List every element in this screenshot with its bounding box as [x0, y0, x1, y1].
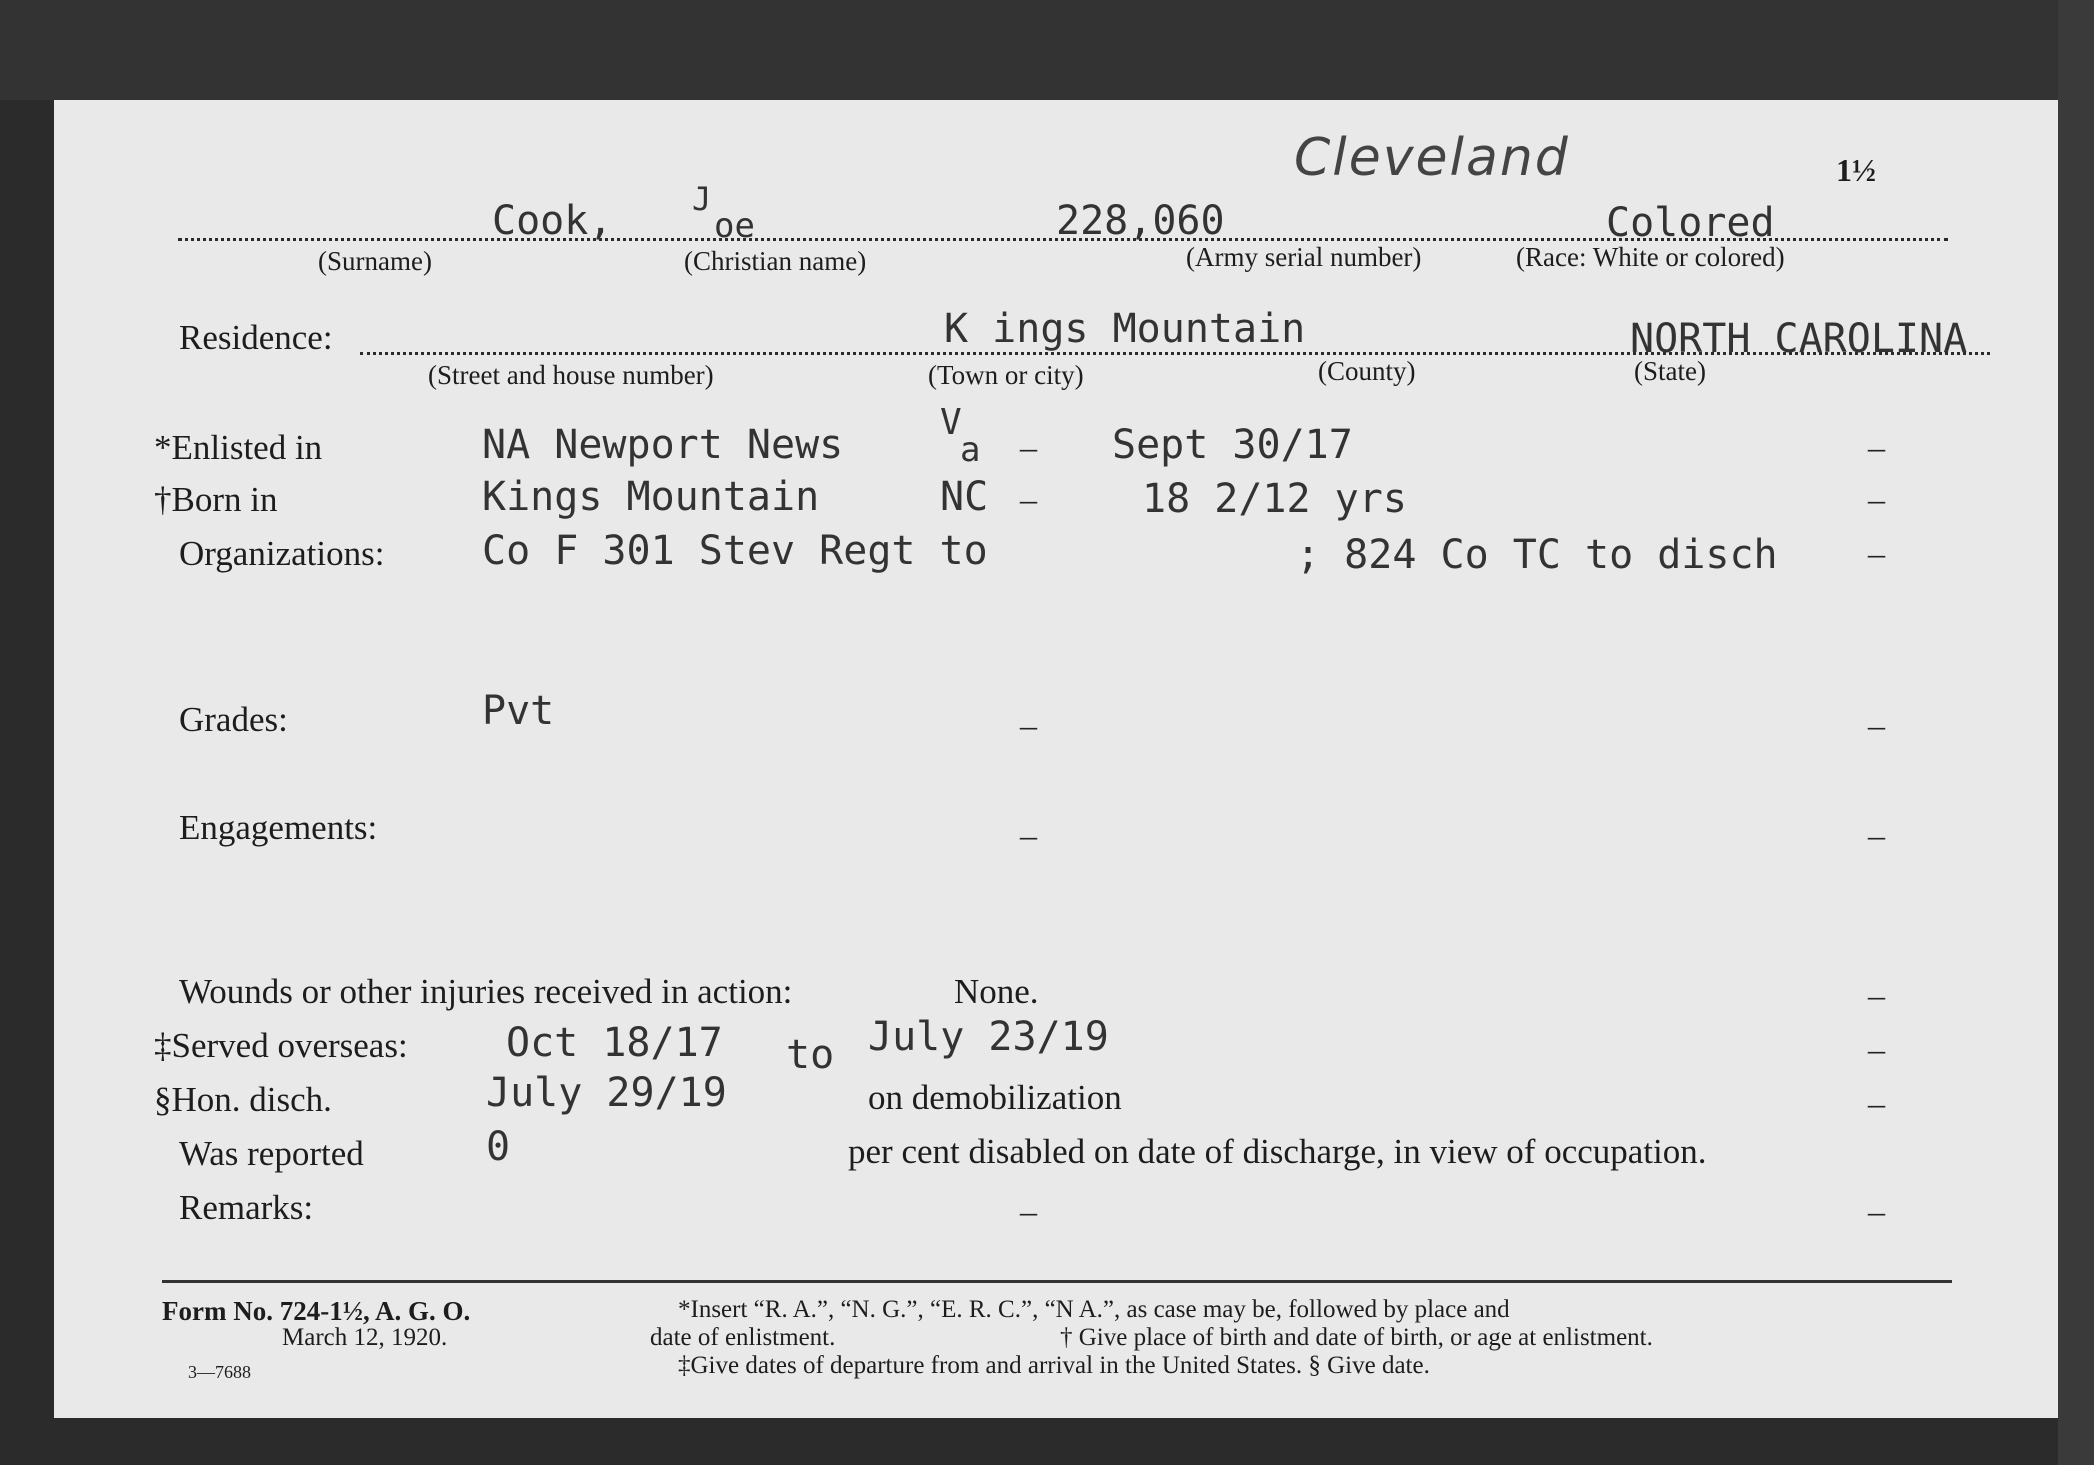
born-place-value: Kings Mountain: [482, 474, 820, 520]
surname-label: (Surname): [318, 246, 432, 276]
wounds-value: None.: [954, 972, 1039, 1011]
footnote-line-1: *Insert “R. A.”, “N. G.”, “E. R. C.”, “N A.”, as case may be, followed by place and: [678, 1296, 1510, 1323]
dash-mark: _: [1868, 1182, 1885, 1219]
dash-mark: _: [1868, 418, 1885, 455]
wounds-label: Wounds or other injuries received in action:: [179, 972, 793, 1011]
dash-mark: _: [1868, 696, 1885, 733]
form-date: March 12, 1920.: [282, 1324, 448, 1351]
dash-mark: _: [1868, 806, 1885, 843]
scan-background-top: [0, 0, 2094, 100]
born-label: †Born in: [154, 480, 278, 519]
form-number: Form No. 724-1½, A. G. O.: [162, 1296, 471, 1326]
county-handwritten: Cleveland: [1294, 128, 1570, 188]
hon-disch-note: on demobilization: [868, 1078, 1122, 1117]
scan-background-right: [2058, 0, 2094, 1465]
grades-label: Grades:: [179, 700, 288, 739]
christian-initial: J: [692, 180, 712, 218]
dash-mark: _: [1868, 1074, 1885, 1111]
christian-name-label: (Christian name): [684, 246, 867, 276]
overseas-from-value: Oct 18/17: [506, 1020, 723, 1066]
residence-label: Residence:: [179, 318, 333, 357]
county-label: (County): [1318, 356, 1416, 386]
born-state-value: NC: [940, 474, 989, 520]
card-number: 1½: [1836, 152, 1876, 188]
remarks-label: Remarks:: [179, 1188, 314, 1227]
christian-name-value: oe: [714, 206, 755, 246]
serial-number-label: (Army serial number): [1186, 242, 1422, 272]
enlisted-label: *Enlisted in: [154, 428, 323, 467]
footer-rule: [162, 1280, 1952, 1283]
race-label: (Race: White or colored): [1516, 242, 1785, 272]
overseas-to-value: July 23/19: [868, 1014, 1109, 1060]
footnote-line-2a: date of enlistment.: [650, 1324, 836, 1351]
dash-mark: _: [1868, 524, 1885, 561]
service-record-card: [54, 100, 2058, 1418]
engagements-label: Engagements:: [179, 808, 378, 847]
enlisted-state-v: V: [940, 402, 962, 443]
enlisted-date-value: Sept 30/17: [1112, 422, 1353, 468]
dash-mark: _: [1020, 1182, 1037, 1219]
race-value: Colored: [1606, 200, 1775, 246]
dash-mark: _: [1020, 696, 1037, 733]
overseas-to-word: to: [786, 1032, 835, 1078]
state-label: (State): [1634, 356, 1706, 386]
served-overseas-label: ‡Served overseas:: [154, 1026, 408, 1065]
dash-mark: _: [1020, 806, 1037, 843]
footnote-line-3: ‡Give dates of departure from and arrival in the United States. § Give date.: [678, 1352, 1430, 1379]
grades-value: Pvt: [482, 688, 555, 734]
reported-note: per cent disabled on date of discharge, in view of occupation.: [848, 1132, 1707, 1171]
town-value: K ings Mountain: [944, 306, 1306, 352]
street-label: (Street and house number): [428, 360, 714, 390]
dash-mark: _: [1868, 470, 1885, 507]
dash-mark: _: [1020, 418, 1037, 455]
enlisted-state-a: a: [960, 430, 981, 470]
enlisted-place-value: NA Newport News: [482, 422, 844, 468]
was-reported-label: Was reported: [179, 1134, 364, 1173]
hon-disch-date-value: July 29/19: [486, 1070, 727, 1116]
dash-mark: _: [1868, 1020, 1885, 1057]
organizations-value: Co F 301 Stev Regt to: [482, 528, 988, 574]
print-code: 3—7688: [188, 1362, 251, 1382]
dash-mark: _: [1868, 966, 1885, 1003]
serial-number-value: 228,060: [1056, 198, 1225, 244]
hon-disch-label: §Hon. disch.: [154, 1080, 332, 1119]
dash-mark: _: [1020, 470, 1037, 507]
reported-value: 0: [486, 1124, 511, 1170]
organizations-value-continued: ; 824 Co TC to disch: [1296, 532, 1778, 578]
state-value: NORTH CAROLINA: [1630, 316, 1968, 362]
organizations-label: Organizations:: [179, 534, 385, 573]
town-label: (Town or city): [928, 360, 1084, 390]
born-age-value: 18 2/12 yrs: [1142, 476, 1407, 522]
footnote-line-2b: † Give place of birth and date of birth, or age at enlistment.: [1060, 1324, 1653, 1351]
surname-value: Cook,: [492, 198, 613, 244]
